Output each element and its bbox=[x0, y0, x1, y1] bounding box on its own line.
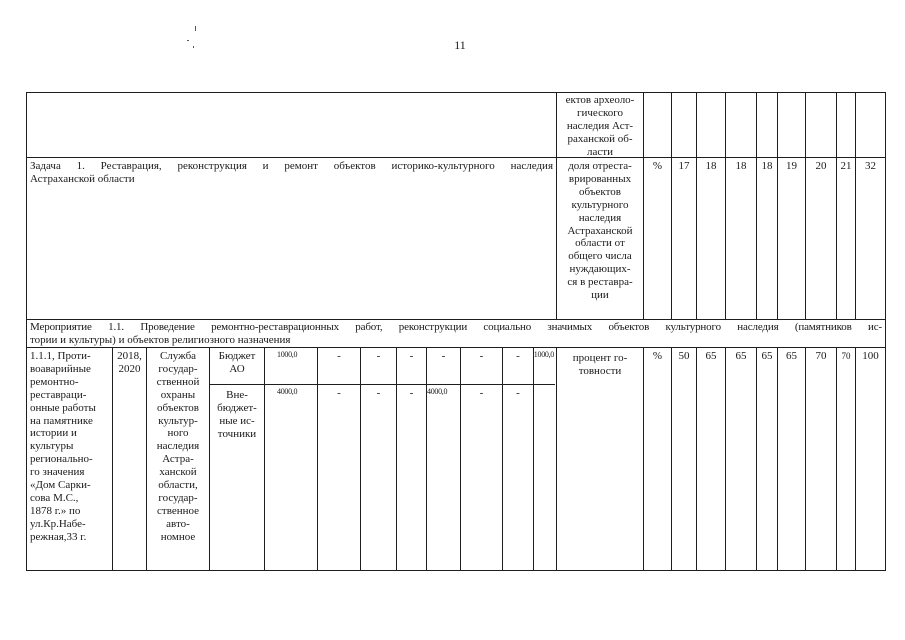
rule-col-7 bbox=[836, 92, 837, 319]
rule-fin-5 bbox=[460, 347, 461, 570]
extrabudget-amount: - bbox=[409, 387, 414, 399]
extrabudget-amount: - bbox=[516, 387, 520, 399]
rule-item-executor bbox=[209, 347, 210, 570]
extrabudget-amount: 4000,0 bbox=[277, 387, 298, 396]
item-executor: Служба государ- ственной охраны объектов культур- ного наследия Астра- ханской области, государ- ственное авто- номное bbox=[156, 350, 200, 543]
item-name: 1.1.1, Проти- воаварийные ремонтно- реставраци- онные работы на памятнике истории и культуры регионально- го значения «Дом Сарки- сова М.С., 1878 г.» по ул.Кр.Набе- режная,33 г. bbox=[30, 350, 96, 543]
rule-col-4 bbox=[756, 92, 757, 319]
task-title-line2: Астраханской области bbox=[30, 173, 135, 185]
budget-amount: - bbox=[441, 350, 446, 362]
budget-amount: - bbox=[337, 350, 341, 362]
top-indicator-text: ектов археоло- гического наследия Аст- раханской об- ласти bbox=[565, 94, 635, 158]
rule-col-6 bbox=[805, 92, 806, 319]
rule-task bbox=[26, 157, 886, 158]
task-value: 18 bbox=[705, 160, 717, 172]
rule-val-6 bbox=[805, 347, 806, 570]
rule-indicator-item bbox=[556, 347, 557, 570]
rule-val-3 bbox=[725, 347, 726, 570]
rule-col-2 bbox=[696, 92, 697, 319]
measure-title: Мероприятие 1.1. Проведение ремонтно-реставрационных работ, реконструкции социально значимых объектов культурного наследия (памятников ис- bbox=[30, 321, 882, 333]
scan-speck bbox=[193, 46, 194, 48]
rule-item-source bbox=[264, 347, 265, 570]
measure-title-line2: тории и культуры) и объектов религиозного назначения bbox=[30, 334, 291, 346]
page-number: 11 bbox=[454, 38, 466, 52]
item-value: 65 bbox=[735, 350, 747, 362]
funding-source-extrabudgetary: Вне- бюджет- ные ис- точники bbox=[217, 389, 257, 440]
rule-unit-left bbox=[643, 92, 644, 319]
rule-col-5 bbox=[777, 92, 778, 319]
rule-fin-4 bbox=[426, 347, 427, 570]
task-value: 19 bbox=[786, 160, 797, 172]
rule-unit-item bbox=[643, 347, 644, 570]
rule-item bbox=[26, 347, 886, 348]
task-value: 32 bbox=[865, 160, 876, 172]
item-value: 50 bbox=[678, 350, 690, 362]
scan-speck bbox=[187, 40, 189, 41]
rule-fin-7 bbox=[533, 347, 534, 570]
rule-val-8 bbox=[855, 347, 856, 570]
item-value: 70 bbox=[841, 351, 851, 361]
budget-amount: - bbox=[376, 350, 381, 362]
rule-fin-6 bbox=[502, 347, 503, 570]
rule-bottom bbox=[26, 570, 886, 571]
extrabudget-amount: - bbox=[479, 387, 484, 399]
rule-val-5 bbox=[777, 347, 778, 570]
rule-right bbox=[885, 92, 886, 570]
budget-amount: 1000,0 bbox=[277, 350, 298, 359]
budget-amount: - bbox=[409, 350, 414, 362]
task-value: 18 bbox=[761, 160, 773, 172]
budget-amount: - bbox=[516, 350, 520, 362]
funding-source-budget: Бюджет АО bbox=[218, 350, 256, 375]
rule-item-name bbox=[112, 347, 113, 570]
scan-speck bbox=[195, 26, 196, 31]
task-title: Задача 1. Реставрация, реконструкция и ремонт объектов историко-культурного наследия bbox=[30, 160, 553, 172]
item-indicator: процент го- товности bbox=[572, 352, 628, 377]
item-unit: % bbox=[652, 350, 663, 362]
rule-col-8 bbox=[855, 92, 856, 319]
task-value: 17 bbox=[678, 160, 690, 172]
item-value: 65 bbox=[705, 350, 717, 362]
rule-top bbox=[26, 92, 886, 93]
rule-source-split bbox=[209, 384, 555, 385]
rule-measure bbox=[26, 319, 886, 320]
task-indicator: доля отреста- врированных объектов культурного наследия Астраханской области от общего числа нуждающих- ся в реставра- ции bbox=[567, 160, 633, 302]
rule-left bbox=[26, 92, 27, 570]
rule-col-3 bbox=[725, 92, 726, 319]
program-table bbox=[26, 92, 886, 571]
task-value: 21 bbox=[840, 160, 852, 172]
rule-val-4 bbox=[756, 347, 757, 570]
extrabudget-amount: - bbox=[337, 387, 341, 399]
rule-val-7 bbox=[836, 347, 837, 570]
item-value: 65 bbox=[761, 350, 773, 362]
task-unit: % bbox=[652, 160, 663, 172]
rule-fin-3 bbox=[396, 347, 397, 570]
task-value: 18 bbox=[735, 160, 747, 172]
rule-fin-2 bbox=[360, 347, 361, 570]
task-value: 20 bbox=[815, 160, 827, 172]
extrabudget-amount: 4000,0 bbox=[427, 387, 448, 396]
extrabudget-amount: - bbox=[376, 387, 381, 399]
item-years: 2018, 2020 bbox=[117, 350, 142, 375]
item-value: 100 bbox=[862, 350, 879, 362]
rule-fin-1 bbox=[317, 347, 318, 570]
item-value: 65 bbox=[786, 350, 797, 362]
budget-amount: 1000,0 bbox=[533, 350, 554, 359]
rule-val-1 bbox=[671, 347, 672, 570]
rule-val-2 bbox=[696, 347, 697, 570]
budget-amount: - bbox=[479, 350, 484, 362]
item-value: 70 bbox=[815, 350, 827, 362]
rule-col-1 bbox=[671, 92, 672, 319]
